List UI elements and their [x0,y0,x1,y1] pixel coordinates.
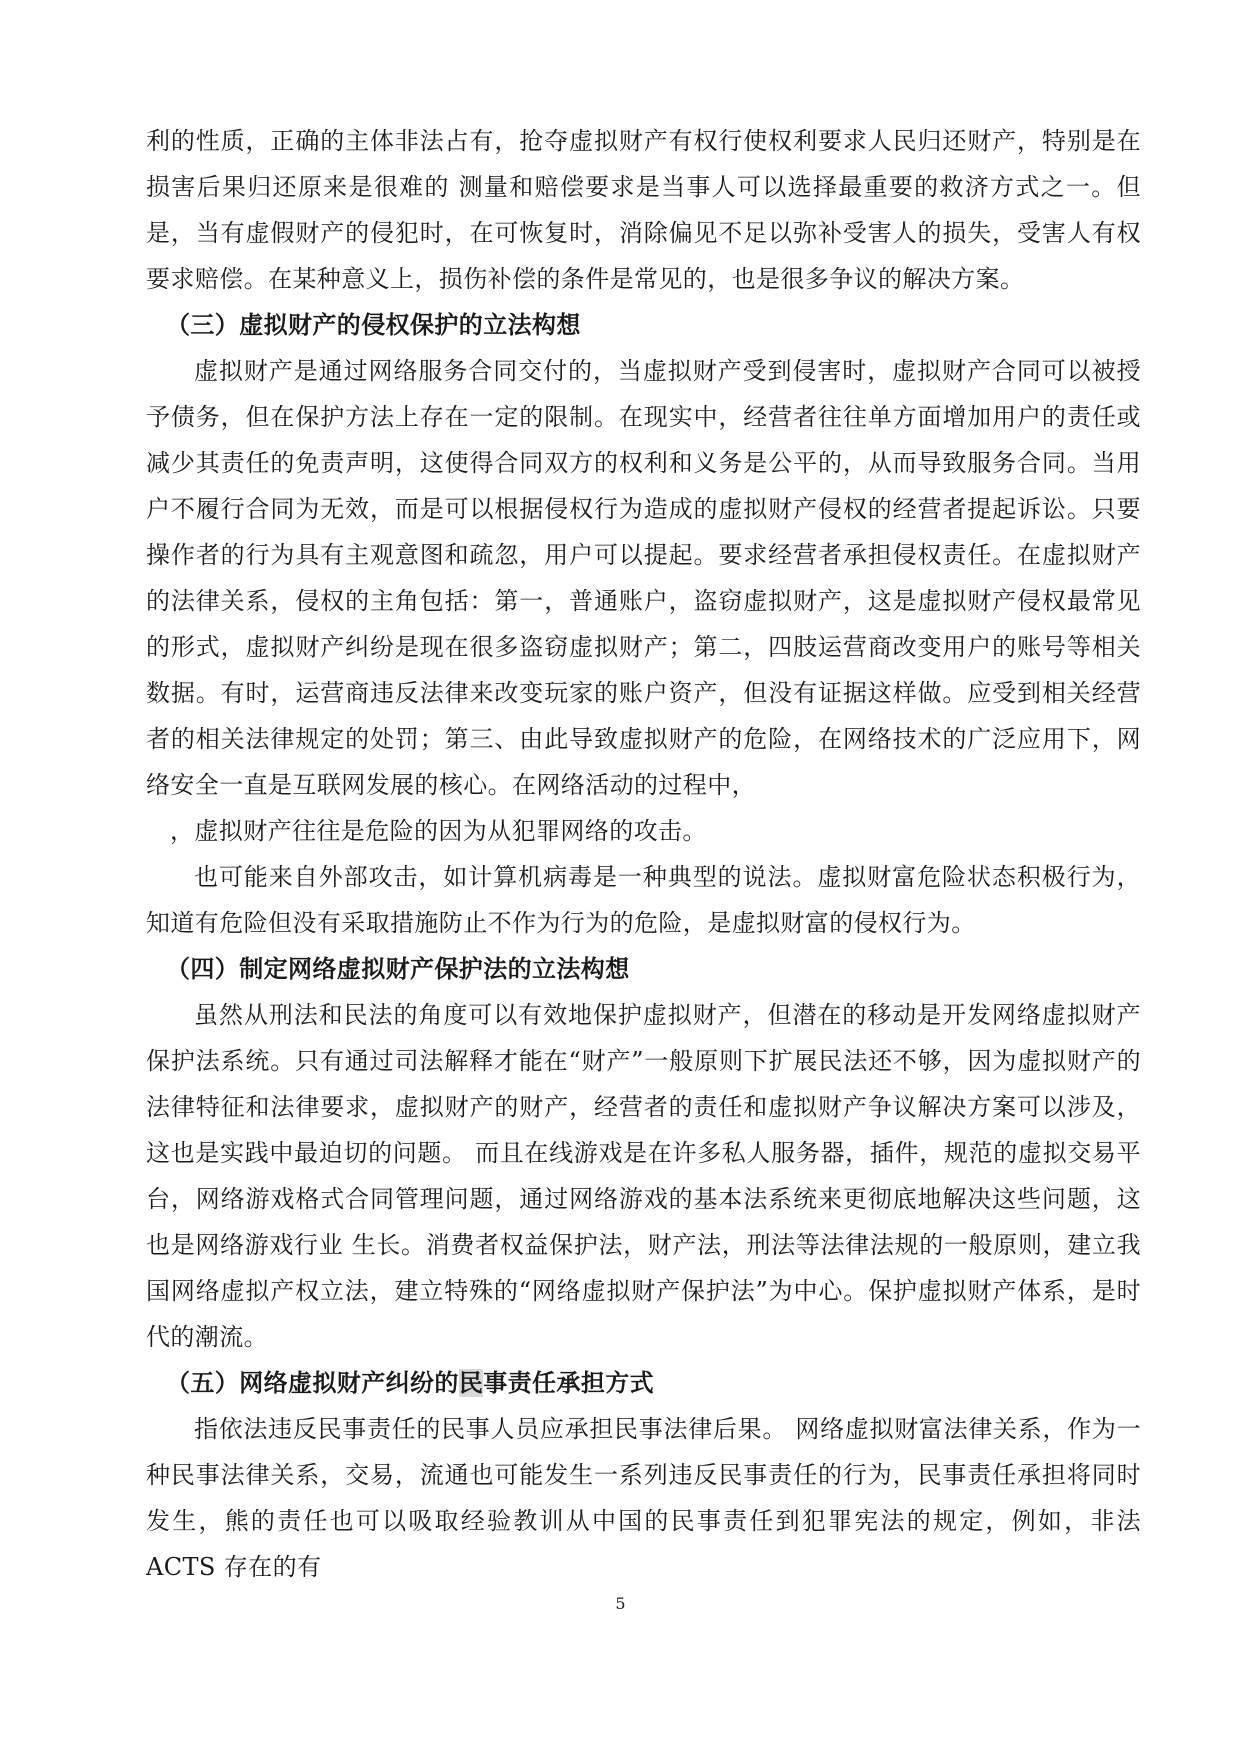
section-heading-3: （三）虚拟财产的侵权保护的立法构想 [166,311,581,339]
page-number: 5 [615,1594,626,1613]
section-heading-5 [146,1360,1141,1406]
paragraph-legislation: 虽然从刑法和民法的角度可以有效地保护虚拟财产，但潜在的移动是开发网络虚拟财产保护法系统。只有通过司法解释才能在“财产”一般原则下扩展民法还不够，因为虚拟财产的法律特征和法律要求，虚拟财产的财产，经营者的责任和虚拟财产争议解决方案可以涉及，这也是实践中最迫切的问题。 而且在线游戏是在许多私人服务器，插件，规范的虚拟交易平台，网络游戏格式合同管理问题，通过网络游戏的基本法系统来更彻底地解决这些问题，这也是网络游戏行业 生长。消费者权益保护法，财产法，刑法等法律法规的一般原则，建立我国网络虚拟产权立法，建立特殊的“网络虚拟财产保护法”为中心。保护虚拟财产体系，是时代的潮流。 [146,1001,1141,1351]
heading-5-part-2: 事责任承担方式 [483,1369,655,1397]
heading-5-part-1: （五）网络虚拟财产纠纷的 [166,1369,459,1397]
heading-5-highlight: 民 [458,1369,484,1397]
paragraph-tort-protection: 虚拟财产是通过网络服务合同交付的，当虚拟财产受到侵害时，虚拟财产合同可以被授予债务，但在保护方法上存在一定的限制。在现实中，经营者往往单方面增加用户的责任或减少其责任的免责声明，这使得合同双方的权利和义务是公平的，从而导致服务合同。当用户不履行合同为无效，而是可以根据侵权行为造成的虚拟财产侵权的经营者提起诉讼。只要操作者的行为具有主观意图和疏忽，用户可以提起。要求经营者承担侵权责任。在虚拟财产的法律关系，侵权的主角包括：第一，普通账户，盗窃虚拟财产，这是虚拟财产侵权最常见的形式，虚拟财产纠纷是现在很多盗窃虚拟财产；第二，四肢运营商改变用户的账号等相关数据。有时，运营商违反法律来改变玩家的账户资产，但没有证据这样做。应受到相关经营者的相关法律规定的处罚；第三、由此导致虚拟财产的危险，在网络技术的广泛应用下，网络安全一直是互联网发展的核心。在网络活动的过程中， [146,357,1141,799]
section-heading-4: （四）制定网络虚拟财产保护法的立法构想 [166,955,630,983]
paragraph-civil-liability: 指依法违反民事责任的民事人员应承担民事法律后果。 网络虚拟财富法律关系，作为一种民事法律关系，交易，流通也可能发生一系列违反民事责任的行为，民事责任承担将同时发生，熊的责任也可以吸取经验教训从中国的民事责任到犯罪宪法的规定，例如，非法 ACTS 存在的有 [146,1415,1141,1581]
paragraph-continuation: 利的性质，正确的主体非法占有，抢夺虚拟财产有权行使权利要求人民归还财产，特别是在损害后果归还原来是很难的 测量和赔偿要求是当事人可以选择最重要的救济方式之一。但是，当有虚假财产的侵犯时，在可恢复时，消除偏见不足以弥补受害人的损失，受害人有权要求赔偿。在某种意义上，损伤补偿的条件是常见的，也是很多争议的解决方案。 [146,127,1141,293]
paragraph-network-attack: ，虚拟财产往往是危险的因为从犯罪网络的攻击。 [170,817,707,845]
paragraph-external-attack: 也可能来自外部攻击，如计算机病毒是一种典型的说法。虚拟财富危险状态积极行为，知道有危险但没有采取措施防止不作为行为的危险，是虚拟财富的侵权行为。 [146,863,1141,937]
document-body [146,118,1141,1590]
